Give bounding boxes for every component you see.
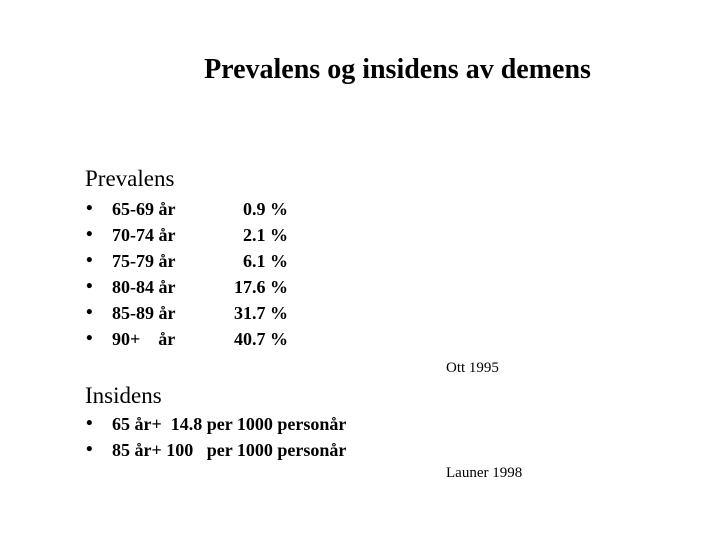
insidens-row	[0, 411, 720, 437]
bullet: •	[86, 439, 93, 460]
age-group: 75-79 år	[112, 251, 176, 271]
prevalens-row	[0, 222, 720, 248]
bullet: •	[86, 276, 93, 297]
insidens-citation: Launer 1998	[446, 465, 523, 481]
prevalens-row	[0, 196, 720, 222]
prevalence-value: 6.1 %	[243, 251, 288, 271]
age-group: 70-74 år	[112, 225, 176, 245]
insidens-heading: Insidens	[85, 383, 162, 408]
bullet: •	[86, 302, 93, 323]
bullet: •	[86, 328, 93, 349]
age-group: 85-89 år	[112, 303, 176, 323]
bullet: •	[86, 198, 93, 219]
bullet: •	[86, 413, 93, 434]
prevalens-citation: Ott 1995	[446, 360, 499, 376]
bullet: •	[86, 250, 93, 271]
prevalens-row	[0, 326, 720, 352]
age-group: 90+ år	[112, 329, 176, 349]
slide-title: Prevalens og insidens av demens	[204, 54, 591, 85]
prevalens-row	[0, 300, 720, 326]
insidens-row	[0, 437, 720, 463]
age-group: 65-69 år	[112, 199, 176, 219]
prevalens-heading: Prevalens	[85, 166, 175, 191]
incidence-text: 85 år+ 100 per 1000 personår	[112, 440, 347, 460]
prevalence-value: 40.7 %	[234, 329, 288, 349]
prevalence-value: 31.7 %	[234, 303, 288, 323]
prevalence-value: 2.1 %	[243, 225, 288, 245]
prevalence-value: 0.9 %	[243, 199, 288, 219]
prevalens-row	[0, 248, 720, 274]
prevalence-value: 17.6 %	[234, 277, 288, 297]
bullet: •	[86, 224, 93, 245]
prevalens-row	[0, 274, 720, 300]
incidence-text: 65 år+ 14.8 per 1000 personår	[112, 414, 347, 434]
age-group: 80-84 år	[112, 277, 176, 297]
